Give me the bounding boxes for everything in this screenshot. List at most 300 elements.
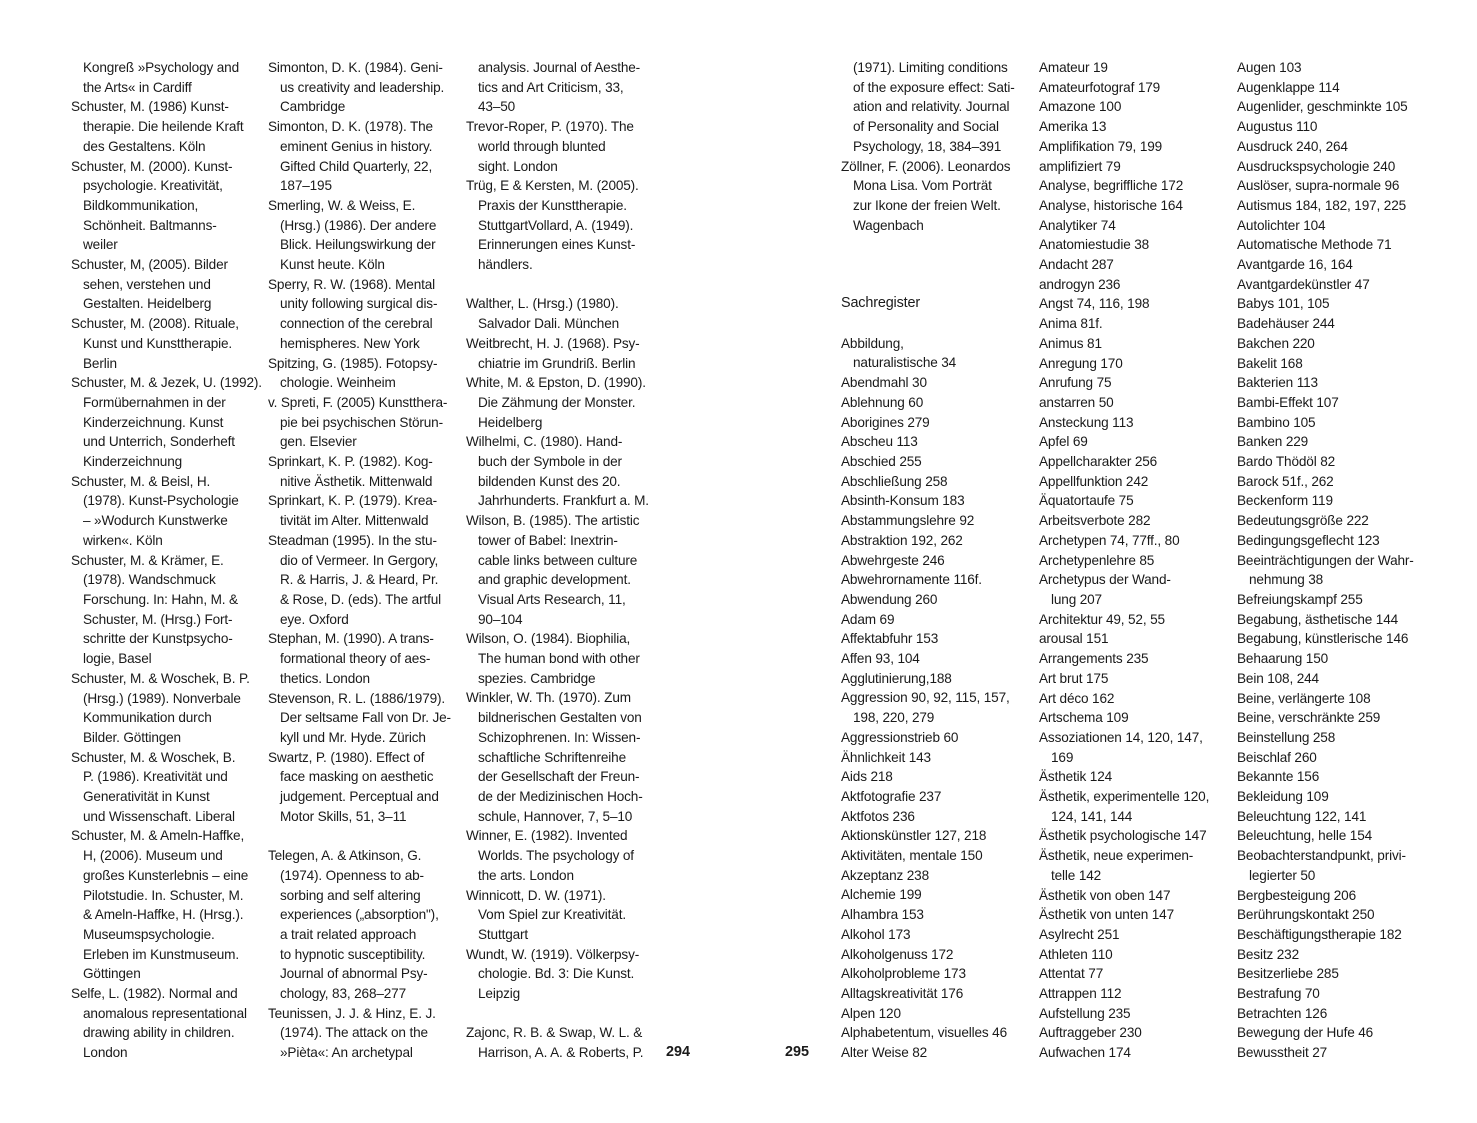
entry-line: Schuster, M. & Krämer, E.	[71, 552, 224, 568]
entry-line: Abendmahl 30	[841, 375, 927, 391]
entry-line: Begabung, künstlerische 146	[1237, 631, 1409, 647]
entry-line: Amateurfotograf 179	[1039, 79, 1161, 95]
entry-continuation: cable links between culture	[478, 552, 638, 568]
entry-continuation: 198, 220, 279	[853, 710, 935, 726]
entry-continuation: pie bei psychischen Störun-	[280, 414, 443, 430]
entry-line: Betrachten 126	[1237, 1005, 1328, 1021]
entry-line: Analyse, historische 164	[1039, 197, 1183, 213]
entry-continuation: 43–50	[478, 99, 516, 115]
entry-continuation: hemispheres. New York	[280, 335, 420, 351]
entry-continuation: Kinderzeichnung. Kunst	[83, 414, 224, 430]
entry-line: Wilson, B. (1985). The artistic	[466, 513, 640, 529]
entry-line: Zöllner, F. (2006). Leonardos	[841, 158, 1011, 174]
entry-continuation: bildnerischen Gestalten von	[478, 710, 642, 726]
entry-line: Amplifikation 79, 199	[1039, 138, 1163, 154]
entry-continuation: lung 207	[1051, 591, 1102, 607]
entry-line: Augen 103	[1237, 60, 1302, 75]
entry-line: Aggression 90, 92, 115, 157,	[841, 690, 1010, 706]
entry-line: Bedeutungsgröße 222	[1237, 513, 1369, 529]
entry-line: Abschied 255	[841, 454, 922, 469]
entry-continuation: ation and relativity. Journal	[853, 99, 1010, 115]
entry-line: Schuster, M. (1986) Kunst-	[71, 99, 229, 115]
entry-line: Beschäftigungstherapie 182	[1237, 926, 1402, 942]
blank-line	[841, 255, 1026, 275]
entry-continuation: 90–104	[478, 611, 523, 627]
entry-continuation: legierter 50	[1249, 867, 1316, 883]
entry-line: anstarren 50	[1039, 394, 1114, 410]
entry-line: Sperry, R. W. (1968). Mental	[268, 276, 436, 292]
entry-line: Alhambra 153	[841, 907, 924, 923]
entry-line: Attrappen 112	[1039, 986, 1122, 1002]
entry-line: Schuster, M. & Ameln-Haffke,	[71, 828, 245, 844]
entry-continuation: & Rose, D. (eds). The artful	[280, 591, 442, 607]
entry-line: Begabung, ästhetische 144	[1237, 611, 1399, 627]
entry-line: Andacht 287	[1039, 257, 1114, 273]
entry-line: Bewegung der Hufe 46	[1237, 1025, 1374, 1041]
entry-continuation: P. (1986). Kreativität und	[83, 769, 228, 785]
entry-continuation: tics and Art Criticism, 33,	[478, 79, 624, 95]
entry-line: Akzeptanz 238	[841, 867, 929, 883]
entry-line: Art déco 162	[1039, 690, 1115, 706]
entry-line: Autolichter 104	[1237, 217, 1326, 233]
entry-line: Befreiungskampf 255	[1237, 591, 1363, 607]
entry-continuation: Kunst und Kunsttherapie.	[83, 335, 233, 351]
entry-continuation: & Ameln-Haffke, H. (Hrsg.).	[83, 907, 244, 923]
entry-continuation: to hypnotic susceptibility.	[280, 946, 426, 962]
entry-line: Affektabfuhr 153	[841, 631, 939, 647]
references-column-2	[268, 58, 453, 1063]
entry-continuation: London	[83, 1045, 128, 1061]
entry-line: Abstraktion 192, 262	[841, 532, 963, 548]
entry-line: Ästhetik psychologische 147	[1039, 828, 1207, 844]
entry-continuation: The human bond with other	[478, 651, 640, 667]
entry-continuation: eminent Genius in history.	[280, 138, 433, 154]
entry-line: White, M. & Epston, D. (1990).	[466, 375, 646, 391]
entry-line: Appellfunktion 242	[1039, 473, 1149, 489]
entry-continuation: chology, 83, 268–277	[280, 986, 406, 1002]
entry-line: Ästhetik von unten 147	[1039, 907, 1175, 923]
entry-continuation: Pilotstudie. In. Schuster, M.	[83, 887, 244, 903]
entry-continuation: Gifted Child Quarterly, 22,	[280, 158, 433, 174]
entry-line: Archetypus der Wand-	[1039, 572, 1171, 588]
entry-line: Anatomiestudie 38	[1039, 237, 1150, 253]
entry-continuation: Bildkommunikation,	[83, 197, 199, 213]
entry-line: Apfel 69	[1039, 434, 1088, 450]
entry-line: Attentat 77	[1039, 966, 1104, 982]
entry-continuation: chologie. Bd. 3: Die Kunst.	[478, 966, 635, 982]
entry-continuation: world through blunted	[478, 138, 606, 154]
entry-continuation: therapie. Die heilende Kraft	[83, 119, 244, 135]
entry-continuation: Mona Lisa. Vom Porträt	[853, 178, 992, 194]
references-column-3	[466, 58, 651, 1063]
entry-line: Aufstellung 235	[1039, 1005, 1131, 1021]
entry-continuation: Göttingen	[83, 966, 141, 982]
entry-line: Alter Weise 82	[841, 1045, 928, 1061]
entry-continuation: Erleben im Kunstmuseum.	[83, 946, 239, 962]
entry-line: Winner, E. (1982). Invented	[466, 828, 628, 844]
entry-line: Telegen, A. & Atkinson, G.	[268, 848, 422, 864]
entry-line: Art brut 175	[1039, 670, 1109, 686]
entry-continuation: and graphic development.	[478, 572, 631, 588]
entry-continuation: (1971). Limiting conditions	[853, 60, 1008, 75]
entry-continuation: und Unterrich, Sonderheft	[83, 434, 235, 450]
entry-line: Abwehrgeste 246	[841, 552, 945, 568]
entry-line: Augenlider, geschminkte 105	[1237, 99, 1408, 115]
entry-line: Amazone 100	[1039, 99, 1122, 115]
entry-continuation: Blick. Heilungswirkung der	[280, 237, 436, 253]
entry-line: Alkoholgenuss 172	[841, 946, 954, 962]
entry-continuation: a trait related approach	[280, 926, 417, 942]
entry-continuation: judgement. Perceptual and	[280, 789, 439, 805]
entry-continuation: Kunst heute. Köln	[280, 257, 385, 273]
entry-line: Bewusstheit 27	[1237, 1045, 1328, 1061]
entry-line: Wilhelmi, C. (1980). Hand-	[466, 434, 623, 450]
entry-line: Ausdruckspsychologie 240	[1237, 158, 1396, 174]
entry-line: Artschema 109	[1039, 710, 1129, 726]
entry-line: Anregung 170	[1039, 355, 1123, 371]
entry-line: Aids 218	[841, 769, 893, 785]
entry-line: Ausdruck 240, 264	[1237, 138, 1348, 154]
entry-line: Bardo Thödöl 82	[1237, 454, 1336, 470]
index-column-2	[1039, 58, 1229, 1063]
entry-continuation: Gestalten. Heidelberg	[83, 296, 212, 312]
entry-continuation: Vom Spiel zur Kreativität.	[478, 907, 626, 923]
entry-continuation: (1978). Kunst-Psychologie	[83, 493, 239, 509]
entry-line: Schuster, M. (2000). Kunst-	[71, 158, 233, 174]
entry-line: Wundt, W. (1919). Völkerpsy-	[466, 946, 640, 962]
entry-line: Bestrafung 70	[1237, 986, 1320, 1002]
entry-line: Augustus 110	[1237, 119, 1318, 135]
entry-continuation: 124, 141, 144	[1051, 808, 1133, 824]
entry-continuation: Museumspsychologie.	[83, 926, 215, 942]
entry-continuation: händlers.	[478, 257, 533, 273]
entry-continuation: StuttgartVollard, A. (1949).	[478, 217, 634, 233]
entry-line: Alchemie 199	[841, 887, 922, 903]
entry-line: Arrangements 235	[1039, 651, 1149, 667]
entry-continuation: formational theory of aes-	[280, 651, 431, 667]
entry-continuation: Erinnerungen eines Kunst-	[478, 237, 636, 253]
entry-line: Sprinkart, K. P. (1979). Krea-	[268, 493, 438, 509]
entry-continuation: schritte der Kunstpsycho-	[83, 631, 233, 647]
entry-continuation: Der seltsame Fall von Dr. Je-	[280, 710, 451, 726]
entry-line: Amateur 19	[1039, 60, 1108, 75]
entry-continuation: sorbing and self altering	[280, 887, 421, 903]
entry-line: Abscheu 113	[841, 434, 918, 450]
entry-continuation: Berlin	[83, 355, 117, 371]
entry-continuation: buch der Symbole in der	[478, 454, 622, 470]
entry-continuation: tivität im Alter. Mittenwald	[280, 513, 429, 529]
entry-line: Badehäuser 244	[1237, 316, 1335, 332]
entry-continuation: anomalous representational	[83, 1005, 247, 1021]
entry-continuation: face masking on aesthetic	[280, 769, 434, 785]
entry-line: Bergbesteigung 206	[1237, 887, 1356, 903]
entry-continuation: großes Kunsterlebnis – eine	[83, 867, 249, 883]
entry-line: Aborigines 279	[841, 414, 930, 430]
entry-line: Archetypenlehre 85	[1039, 552, 1155, 568]
entry-continuation: spezies. Cambridge	[478, 670, 596, 686]
entry-line: Ästhetik 124	[1039, 769, 1113, 785]
entry-line: Adam 69	[841, 611, 895, 627]
entry-line: Bekleidung 109	[1237, 789, 1329, 805]
entry-line: Ansteckung 113	[1039, 414, 1134, 430]
entry-continuation: Kinderzeichnung	[83, 454, 183, 470]
entry-line: Winkler, W. Th. (1970). Zum	[466, 690, 631, 706]
entry-line: Bambino 105	[1237, 414, 1316, 430]
entry-continuation: und Wissenschaft. Liberal	[83, 808, 235, 824]
entry-continuation: Kommunikation durch	[83, 710, 212, 726]
entry-continuation: Formübernahmen in der	[83, 394, 226, 410]
entry-continuation: Schizophrenen. In: Wissen-	[478, 729, 641, 745]
entry-line: Schuster, M. & Beisl, H.	[71, 473, 211, 489]
entry-line: Anrufung 75	[1039, 375, 1112, 391]
entry-line: Aggressionstrieb 60	[841, 729, 959, 745]
entry-continuation: zur Ikone der freien Welt.	[853, 197, 1001, 213]
entry-continuation: H, (2006). Museum und	[83, 848, 223, 864]
entry-line: Bambi-Effekt 107	[1237, 394, 1339, 410]
blank-line	[466, 1004, 651, 1024]
entry-continuation: experiences („absorption"),	[280, 907, 439, 923]
entry-line: Ähnlichkeit 143	[841, 749, 931, 765]
entry-continuation: psychologie. Kreativität,	[83, 178, 223, 194]
entry-line: Wilson, O. (1984). Biophilia,	[466, 631, 631, 647]
entry-line: Angst 74, 116, 198	[1039, 296, 1150, 312]
entry-continuation: the Arts« in Cardiff	[83, 79, 192, 95]
entry-line: Bakchen 220	[1237, 335, 1315, 351]
entry-continuation: Wagenbach	[853, 217, 924, 233]
blank-line	[268, 826, 453, 846]
entry-continuation: chiatrie im Grundriß. Berlin	[478, 355, 636, 371]
entry-continuation: Worlds. The psychology of	[478, 848, 634, 864]
entry-line: Aktfotos 236	[841, 808, 915, 824]
entry-line: Schuster, M. & Jezek, U. (1992).	[71, 375, 262, 391]
entry-line: Avantgardekünstler 47	[1237, 276, 1370, 292]
section-heading: Sachregister	[841, 295, 920, 312]
entry-line: Bein 108, 244	[1237, 670, 1319, 686]
entry-line: Trüg, E & Kersten, M. (2005).	[466, 178, 639, 194]
blank-line	[841, 314, 1026, 334]
entry-continuation: nehmung 38	[1249, 572, 1324, 588]
entry-continuation: sight. London	[478, 158, 558, 174]
entry-line: Aktionskünstler 127, 218	[841, 828, 987, 844]
entry-line: Avantgarde 16, 164	[1237, 257, 1353, 273]
entry-continuation: Generativität in Kunst	[83, 789, 210, 805]
entry-line: Beeinträchtigungen der Wahr-	[1237, 552, 1414, 568]
entry-continuation: de der Medizinischen Hoch-	[478, 789, 643, 804]
entry-line: Beinstellung 258	[1237, 729, 1336, 745]
entry-line: Beleuchtung 122, 141	[1237, 808, 1367, 824]
entry-line: Spitzing, G. (1985). Fotopsy-	[268, 355, 438, 371]
entry-line: Selfe, L. (1982). Normal and	[71, 986, 238, 1002]
blank-line	[841, 235, 1026, 255]
entry-line: Agglutinierung,188	[841, 670, 952, 686]
entry-line: Zajonc, R. B. & Swap, W. L. &	[466, 1025, 643, 1041]
entry-continuation: weiler	[83, 237, 118, 253]
entry-line: Arbeitsverbote 282	[1039, 513, 1151, 529]
entry-line: Simonton, D. K. (1978). The	[268, 119, 433, 135]
entry-continuation: telle 142	[1051, 867, 1102, 883]
entry-line: Beine, verschränkte 259	[1237, 710, 1381, 726]
entry-continuation: Stuttgart	[478, 926, 529, 942]
entry-line: Appellcharakter 256	[1039, 454, 1158, 470]
entry-continuation: – »Wodurch Kunstwerke	[83, 513, 228, 529]
entry-line: Schuster, M. & Woschek, B.	[71, 749, 236, 765]
entry-continuation: Schuster, M. (Hrsg.) Fort-	[83, 611, 233, 627]
entry-line: Beobachterstandpunkt, privi-	[1237, 848, 1406, 864]
entry-continuation: »Pièta«: An archetypal	[280, 1045, 413, 1061]
entry-continuation: (1974). Openness to ab-	[280, 867, 424, 883]
entry-continuation: analysis. Journal of Aesthe-	[478, 60, 641, 75]
entry-continuation: des Gestaltens. Köln	[83, 138, 206, 154]
entry-continuation: (Hrsg.) (1989). Nonverbale	[83, 690, 241, 706]
entry-continuation: chologie. Weinheim	[280, 375, 396, 391]
entry-continuation: Leipzig	[478, 986, 521, 1002]
entry-continuation: Motor Skills, 51, 3–11	[280, 808, 407, 824]
blank-line	[841, 275, 1026, 295]
entry-line: Bakelit 168	[1237, 355, 1303, 371]
entry-line: androgyn 236	[1039, 276, 1121, 292]
entry-line: Abbildung,	[841, 335, 904, 351]
entry-line: Ästhetik, experimentelle 120,	[1039, 789, 1210, 805]
index-column-1	[841, 58, 1026, 1063]
entry-continuation: Schönheit. Baltmanns-	[83, 217, 217, 233]
entry-continuation: eye. Oxford	[280, 611, 349, 627]
entry-continuation: Bilder. Göttingen	[83, 729, 181, 745]
entry-line: Alltagskreativität 176	[841, 985, 964, 1001]
entry-line: Amerika 13	[1039, 119, 1107, 135]
entry-continuation: (Hrsg.) (1986). Der andere	[280, 217, 437, 233]
entry-continuation: wirken«. Köln	[83, 532, 163, 548]
entry-continuation: sehen, verstehen und	[83, 276, 211, 292]
entry-continuation: (1978). Wandschmuck	[83, 572, 216, 588]
entry-line: Besitz 232	[1237, 946, 1299, 962]
entry-continuation: the arts. London	[478, 867, 574, 883]
entry-line: Auslöser, supra-normale 96	[1237, 178, 1400, 194]
entry-line: Swartz, P. (1980). Effect of	[268, 749, 425, 765]
entry-line: Athleten 110	[1039, 946, 1113, 962]
entry-line: Alpen 120	[841, 1005, 901, 1021]
entry-line: Automatische Methode 71	[1237, 237, 1392, 253]
entry-line: Bakterien 113	[1237, 375, 1318, 391]
entry-continuation: us creativity and leadership.	[280, 79, 445, 95]
entry-line: Beischlaf 260	[1237, 749, 1317, 765]
entry-line: Barock 51f., 262	[1237, 473, 1334, 489]
entry-continuation: unity following surgical dis-	[280, 296, 438, 312]
entry-continuation: naturalistische 34	[853, 355, 957, 371]
entry-continuation: Visual Arts Research, 11,	[478, 591, 626, 607]
page-number-left: 294	[666, 1044, 691, 1060]
entry-line: Sprinkart, K. P. (1982). Kog-	[268, 454, 433, 470]
entry-line: Abstammungslehre 92	[841, 513, 975, 529]
blank-line	[466, 275, 651, 295]
entry-line: Alkohol 173	[841, 926, 911, 942]
entry-continuation: Harrison, A. A. & Roberts, P.	[478, 1045, 644, 1061]
entry-continuation: Praxis der Kunsttherapie.	[478, 197, 627, 213]
entry-line: Banken 229	[1237, 434, 1309, 450]
entry-continuation: Heidelberg	[478, 414, 543, 430]
entry-continuation: logie, Basel	[83, 651, 152, 667]
entry-line: amplifiziert 79	[1039, 158, 1121, 174]
entry-line: Augenklappe 114	[1237, 79, 1340, 95]
entry-line: Analytiker 74	[1039, 217, 1116, 233]
entry-line: Simonton, D. K. (1984). Geni-	[268, 60, 443, 75]
entry-line: Beckenform 119	[1237, 493, 1333, 509]
index-column-3	[1237, 58, 1437, 1063]
entry-continuation: 187–195	[280, 178, 332, 194]
entry-continuation: of the exposure effect: Sati-	[853, 79, 1015, 95]
entry-line: Archetypen 74, 77ff., 80	[1039, 532, 1180, 548]
entry-line: Teunissen, J. J. & Hinz, E. J.	[268, 1005, 436, 1021]
entry-continuation: Kongreß »Psychology and	[83, 60, 239, 75]
entry-continuation: Psychology, 18, 384–391	[853, 138, 1002, 154]
entry-line: Aktfotografie 237	[841, 788, 942, 804]
entry-continuation: nitive Ästhetik. Mittenwald	[280, 473, 433, 489]
entry-line: Walther, L. (Hrsg.) (1980).	[466, 296, 619, 312]
entry-line: Ablehnung 60	[841, 394, 924, 410]
entry-continuation: der Gesellschaft der Freun-	[478, 769, 640, 785]
entry-line: Schuster, M. & Woschek, B. P.	[71, 670, 250, 686]
entry-line: Weitbrecht, H. J. (1968). Psy-	[466, 335, 640, 351]
entry-line: Autismus 184, 182, 197, 225	[1237, 197, 1407, 213]
entry-line: Smerling, W. & Weiss, E.	[268, 197, 416, 213]
entry-continuation: 169	[1051, 749, 1074, 765]
entry-continuation: tower of Babel: Inextrin-	[478, 532, 618, 548]
entry-line: Äquatortaufe 75	[1039, 493, 1134, 509]
entry-line: Winnicott, D. W. (1971).	[466, 887, 606, 903]
references-column-1	[71, 58, 262, 1063]
entry-continuation: Salvador Dali. München	[478, 316, 620, 332]
entry-continuation: Die Zähmung der Monster.	[478, 394, 636, 410]
entry-continuation: Forschung. In: Hahn, M. &	[83, 591, 238, 607]
entry-line: Stephan, M. (1990). A trans-	[268, 631, 434, 647]
entry-continuation: Cambridge	[280, 99, 346, 115]
entry-continuation: (1974). The attack on the	[280, 1025, 428, 1041]
entry-line: Beleuchtung, helle 154	[1237, 828, 1373, 844]
page-number-right: 295	[785, 1044, 810, 1060]
entry-line: arousal 151	[1039, 631, 1109, 647]
entry-line: Assoziationen 14, 120, 147,	[1039, 729, 1203, 745]
entry-line: Alkoholprobleme 173	[841, 966, 966, 982]
entry-line: Berührungskontakt 250	[1237, 907, 1375, 923]
entry-line: Stevenson, R. L. (1886/1979).	[268, 690, 446, 706]
entry-line: Analyse, begriffliche 172	[1039, 178, 1184, 194]
entry-line: Absinth-Konsum 183	[841, 493, 965, 509]
entry-line: Alphabetentum, visuelles 46	[841, 1025, 1007, 1041]
entry-line: Anima 81f.	[1039, 316, 1103, 332]
entry-line: v. Spreti, F. (2005) Kunstthera-	[268, 394, 448, 410]
entry-line: Abschließung 258	[841, 473, 948, 489]
entry-line: Affen 93, 104	[841, 651, 920, 667]
entry-line: Asylrecht 251	[1039, 926, 1120, 942]
entry-continuation: Jahrhunderts. Frankfurt a. M.	[478, 493, 649, 509]
entry-line: Bekannte 156	[1237, 769, 1320, 785]
entry-line: Ästhetik, neue experimen-	[1039, 848, 1194, 864]
entry-continuation: gen. Elsevier	[280, 434, 357, 450]
entry-line: Trevor-Roper, P. (1970). The	[466, 119, 634, 135]
entry-line: Besitzerliebe 285	[1237, 966, 1339, 982]
entry-line: Ästhetik von oben 147	[1039, 887, 1171, 903]
entry-continuation: schaftliche Schriftenreihe	[478, 749, 626, 765]
entry-continuation: connection of the cerebral	[280, 316, 433, 332]
entry-continuation: kyll und Mr. Hyde. Zürich	[280, 729, 426, 745]
entry-continuation: Journal of abnormal Psy-	[280, 966, 428, 982]
entry-line: Schuster, M, (2005). Bilder	[71, 257, 228, 273]
entry-continuation: drawing ability in children.	[83, 1025, 235, 1041]
entry-line: Architektur 49, 52, 55	[1039, 611, 1165, 627]
entry-line: Animus 81	[1039, 335, 1102, 351]
entry-line: Schuster, M. (2008). Rituale,	[71, 316, 239, 332]
entry-line: Bedingungsgeflecht 123	[1237, 532, 1380, 548]
entry-line: Babys 101, 105	[1237, 296, 1330, 312]
